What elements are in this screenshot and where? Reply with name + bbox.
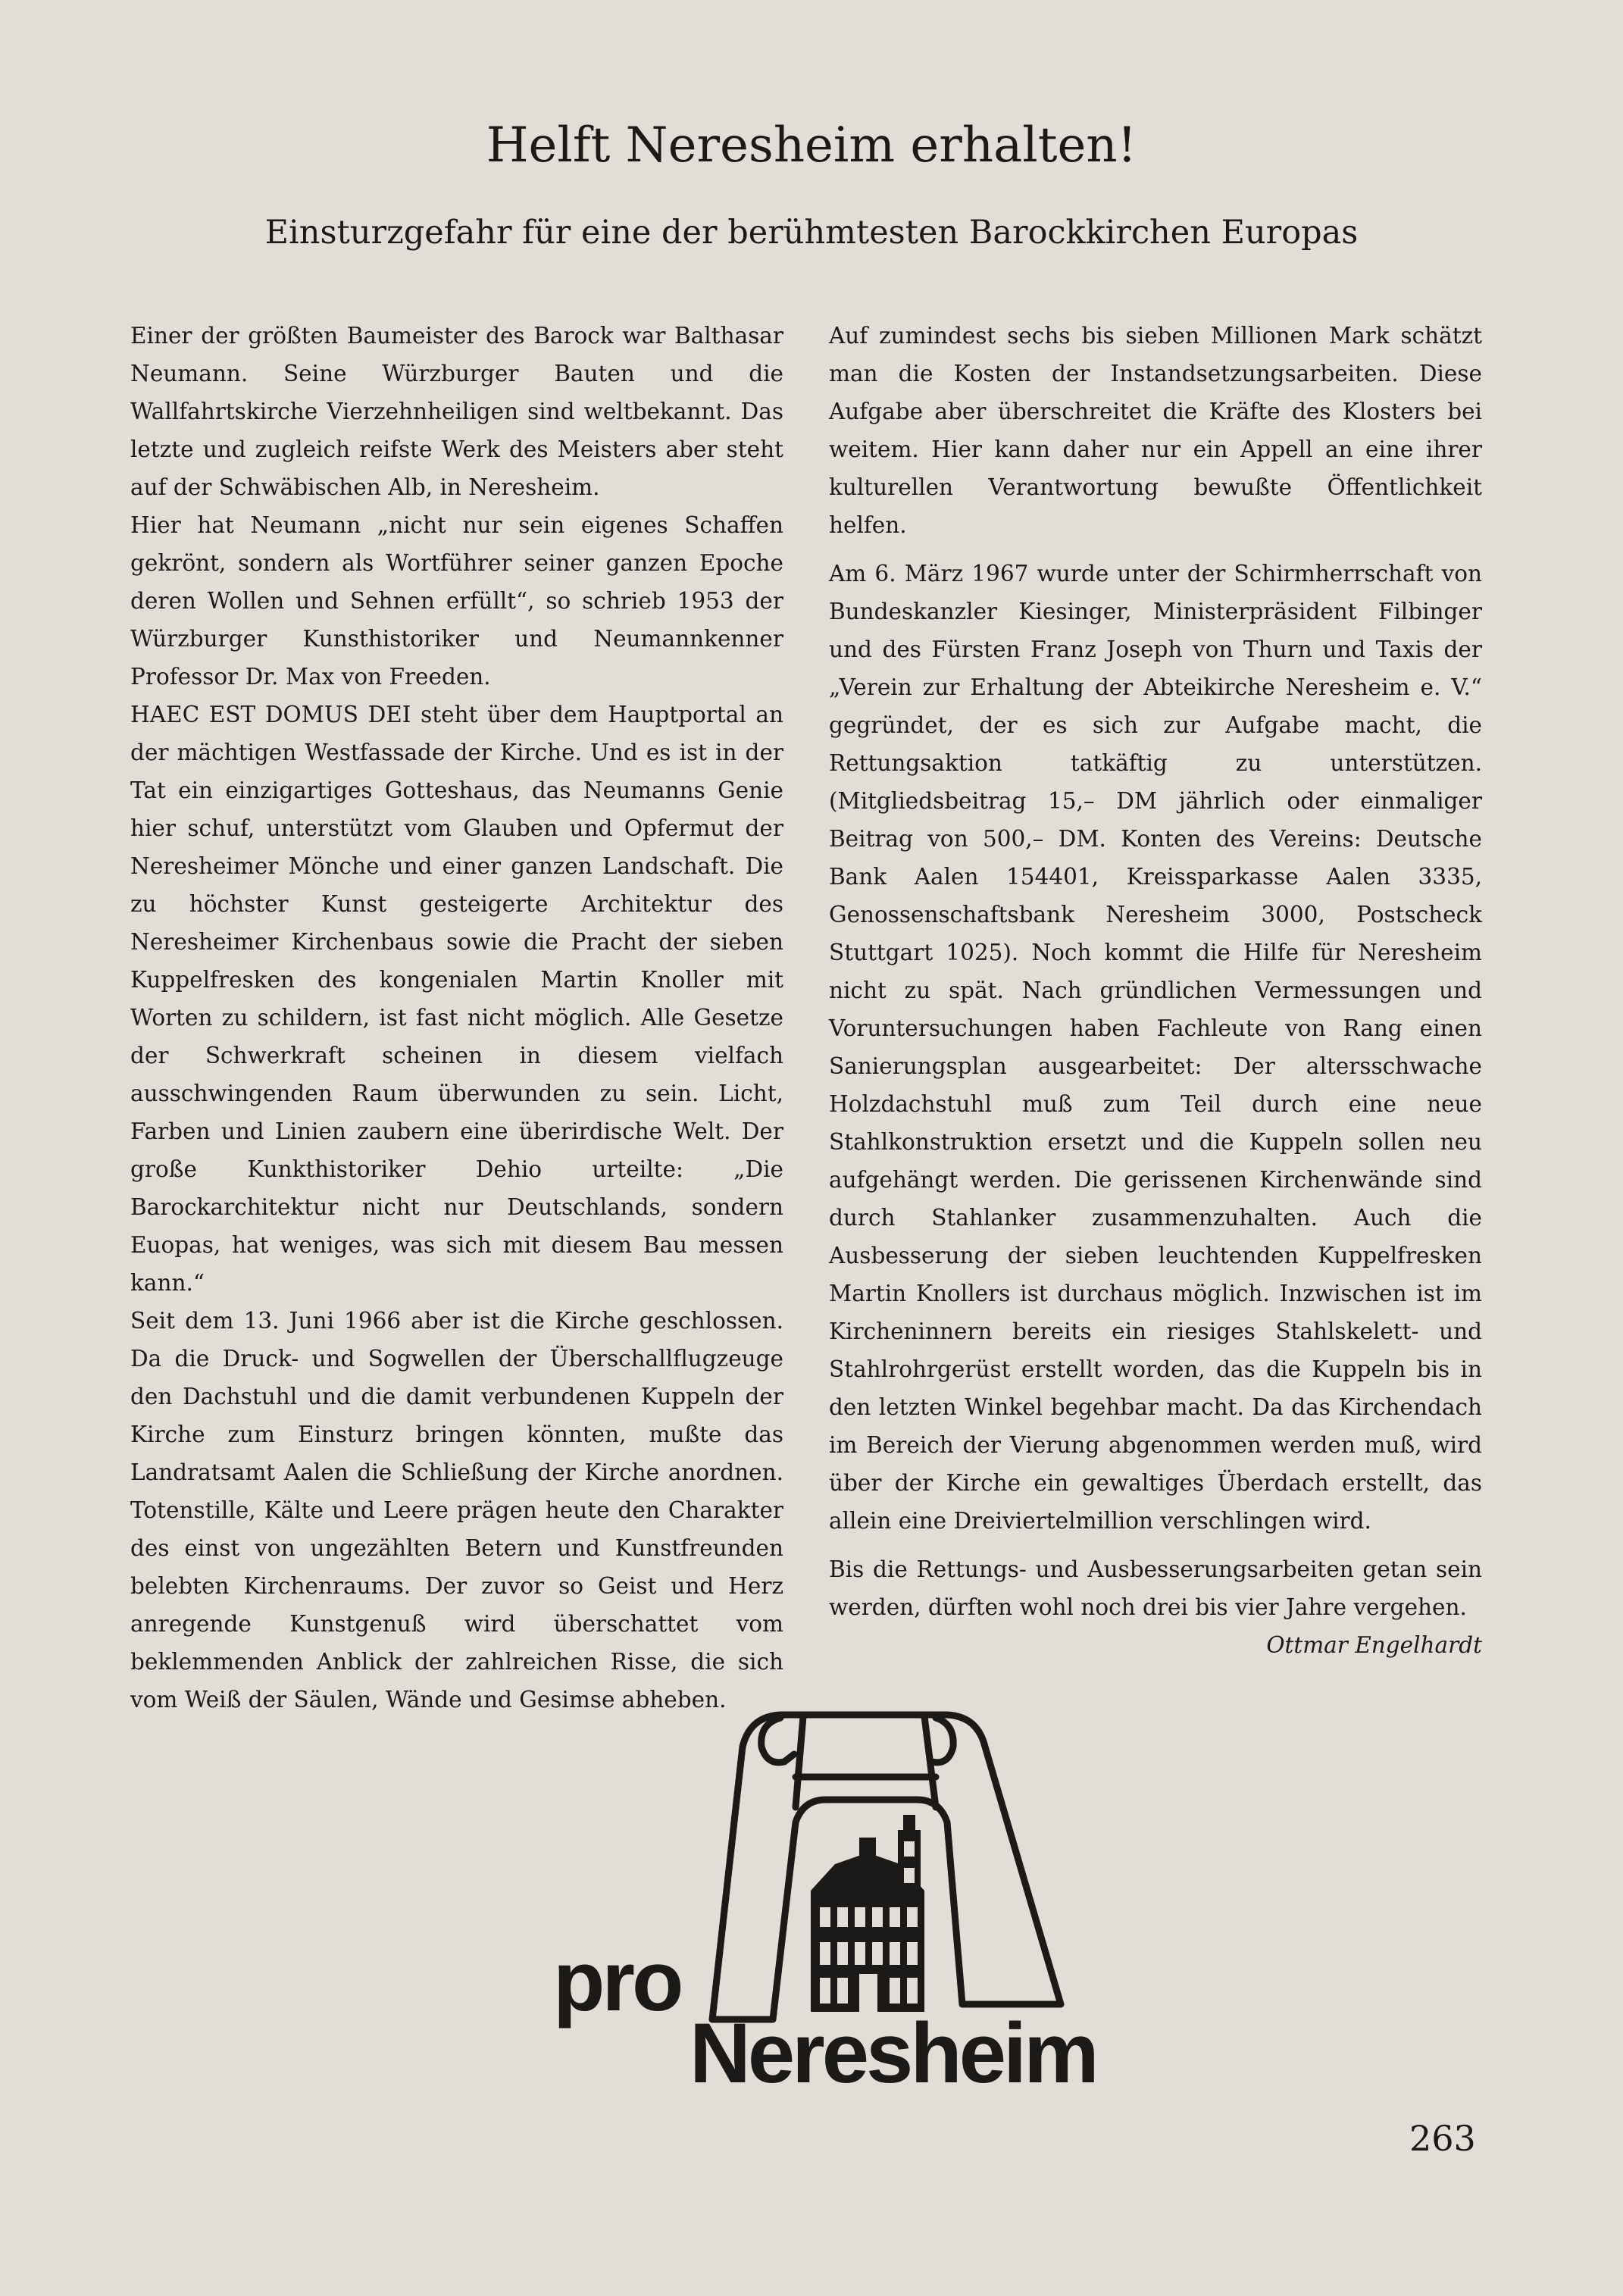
author-signature: Ottmar Engelhardt: [1266, 1632, 1482, 1658]
pro-neresheim-logo: [553, 1701, 1096, 2100]
paragraph: Hier hat Neumann „nicht nur sein eigenes Schaffen gekrönt, sondern als Wortführer seiner ganzen Epoche deren Wollen und Sehnen erfüllt“, so schrieb 1953 der Würzburger Kunsthistoriker und Neumannkenner Professor Dr. Max von Freeden.: [130, 512, 783, 690]
paragraph: Am 6. März 1967 wurde unter der Schirmherrschaft von Bundeskanzler Kiesinger, Ministerpräsident Filbinger und des Fürsten Franz Joseph von Thurn und Taxis der „Verein zur Erhaltung der Abteikirche Neresheim e. V.“ gegründet, der es sich zur Aufgabe macht, die Rettungsaktion tatkäftig zu unterstützen. (Mitgliedsbeitrag 15,– DM jährlich oder einmaliger Beitrag von 500,– DM. Konten des Vereins: Deutsche Bank Aalen 154401, Kreissparkasse Aalen 3335, Genossenschaftsbank Neresheim 3000, Postscheck Stuttgart 1025). Noch kommt die Hilfe für Neresheim nicht zu spät. Nach gründlichen Vermessungen und Voruntersuchungen haben Fachleute von Rang einen Sanierungsplan ausgearbeitet: Der altersschwache Holzdachstuhl muß zum Teil durch eine neue Stahlkonstruktion ersetzt und die Kuppeln sollen neu aufgehängt werden. Die gerissenen Kirchenwände sind durch Stahlanker zusammenzuhalten. Auch die Ausbesserung der sieben leuchtenden Kuppelfresken Martin Knollers ist durchaus möglich. Inzwischen ist im Kircheninnern bereits ein riesiges Stahlskelett- und Stahlrohrgerüst erstellt worden, das die Kuppeln bis in den letzten Winkel begehbar macht. Da das Kirchendach im Bereich der Vierung abgenommen werden muß, wird über der Kirche ein gewaltiges Überdach erstellt, das allein eine Dreiviertelmillion verschlingen wird.: [829, 561, 1482, 1534]
right-column: [829, 317, 1482, 1664]
paragraph: Bis die Rettungs- und Ausbesserungsarbeiten getan sein werden, dürften wohl noch drei bis vier Jahre vergehen.: [829, 1556, 1482, 1620]
logo-word-neresheim: Neresheim: [690, 2006, 1096, 2100]
paragraph: HAEC EST DOMUS DEI steht über dem Hauptportal an der mächtigen Westfassade der Kirche. Und es ist in der Tat ein einzigartiges Gotteshaus, das Neumanns Genie hier schuf, unterstützt vom Glauben und Opfermut der Neresheimer Mönche und einer ganzen Landschaft. Die zu höchster Kunst gesteigerte Architektur des Neresheimer Kirchenbaus sowie die Pracht der sieben Kuppelfresken des kongenialen Martin Knoller mit Worten zu schildern, ist fast nicht möglich. Alle Gesetze der Schwerkraft scheinen in diesem vielfach ausschwingenden Raum überwunden zu sein. Licht, Farben und Linien zaubern eine überirdische Welt. Der große Kunkthistoriker Dehio urteilte: „Die Barockarchitektur nicht nur Deutschlands, sondern Euopas, hat weniges, was sich mit diesem Bau messen kann.“: [130, 702, 783, 1296]
left-column: [130, 317, 783, 1719]
article-title: Helft Neresheim erhalten!: [486, 117, 1137, 174]
article-subtitle: Einsturzgefahr für eine der berühmtesten Barockkirchen Europas: [264, 214, 1359, 252]
paragraph: Seit dem 13. Juni 1966 aber ist die Kirche geschlossen. Da die Druck- und Sogwellen der Überschallflugzeuge den Dachstuhl und die damit verbundenen Kuppeln der Kirche zum Einsturz bringen könnten, mußte das Landratsamt Aalen die Schließung der Kirche anordnen. Totenstille, Kälte und Leere prägen heute den Charakter des einst von ungezählten Betern und Kunstfreunden belebten Kirchenraums. Der zuvor so Geist und Herz anregende Kunstgenuß wird überschattet vom beklemmenden Anblick der zahlreichen Risse, die sich vom Weiß der Säulen, Wände und Gesimse abheben.: [130, 1308, 783, 1713]
paragraph: Einer der größten Baumeister des Barock war Balthasar Neumann. Seine Würzburger Bauten und die Wallfahrtskirche Vierzehnheiligen sind weltbekannt. Das letzte und zugleich reifste Werk des Meisters aber steht auf der Schwäbischen Alb, in Neresheim.: [130, 323, 783, 500]
paragraph: Auf zumindest sechs bis sieben Millionen Mark schätzt man die Kosten der Instandsetzungsarbeiten. Diese Aufgabe aber überschreitet die Kräfte des Klosters bei weitem. Hier kann daher nur ein Appell an eine ihrer kulturellen Verantwortung bewußte Öffentlichkeit helfen.: [829, 323, 1482, 538]
page-number: 263: [1409, 2118, 1476, 2159]
logo-word-pro: pro: [553, 1934, 681, 2029]
